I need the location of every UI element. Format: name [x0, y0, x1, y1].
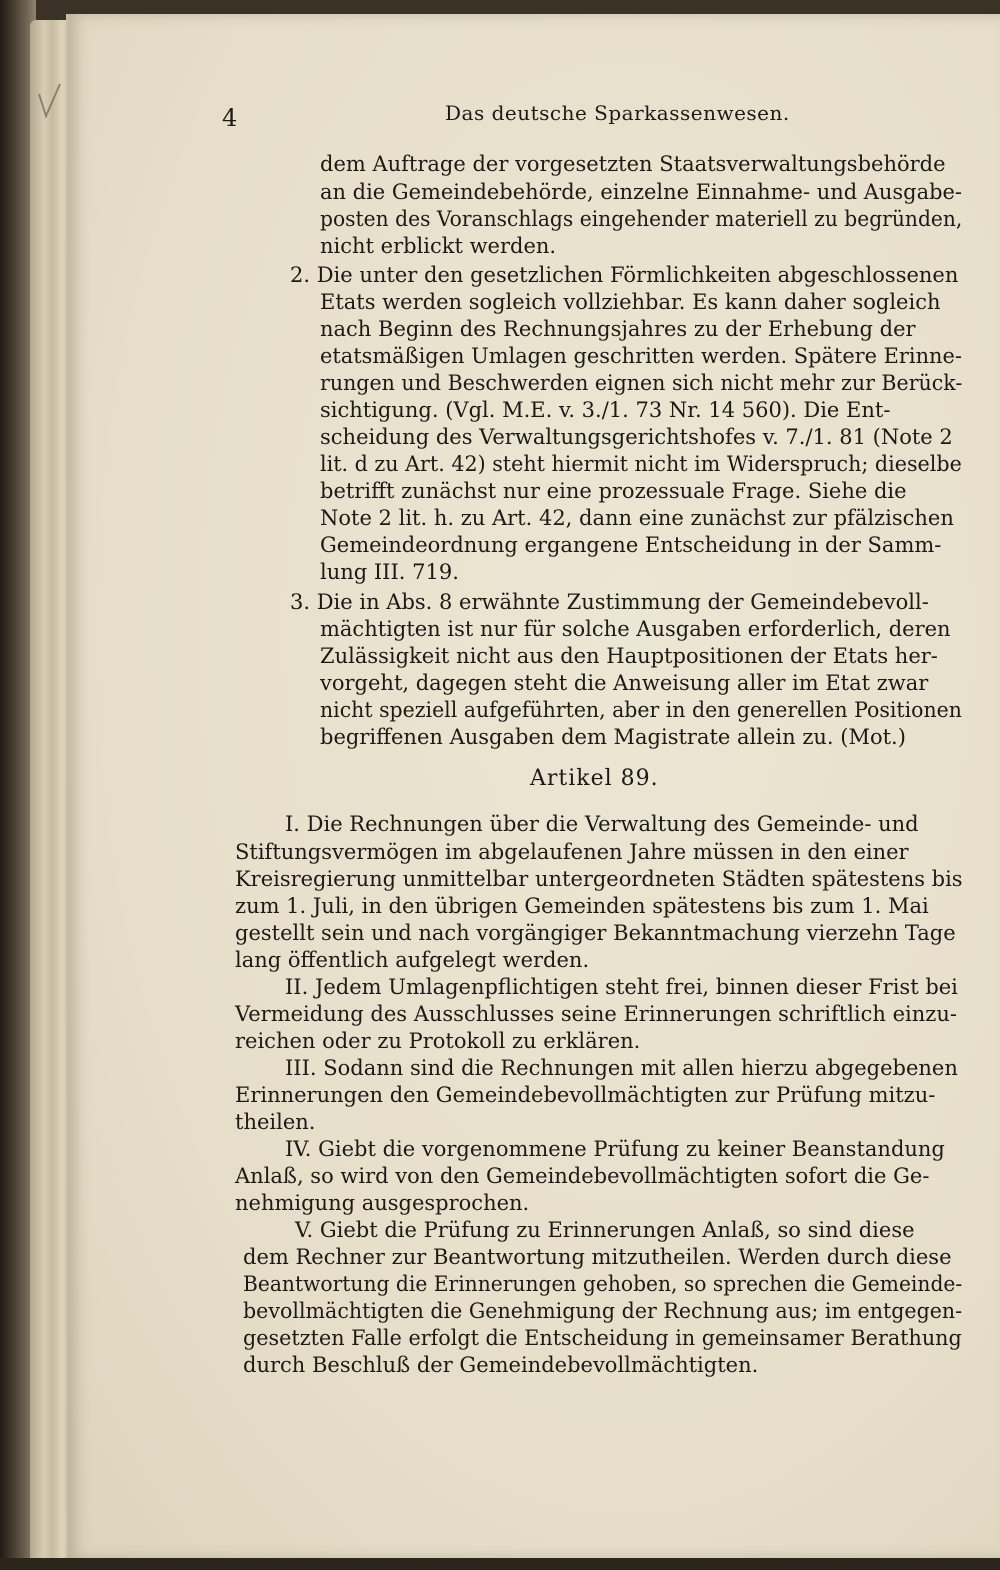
text-line: III. Sodann sind die Rechnungen mit allen hierzu abgegebenen — [285, 1056, 958, 1080]
text-line: sichtigung. (Vgl. M.E. v. 3./1. 73 Nr. 14 560). Die Ent- — [320, 398, 891, 422]
text-line: an die Gemeindebehörde, einzelne Einnahme- und Ausgabe- — [320, 180, 962, 204]
text-line: 3. Die in Abs. 8 erwähnte Zustimmung der Gemeindebevoll- — [290, 590, 929, 614]
text-line: Kreisregierung unmittelbar untergeordneten Städten spätestens bis — [235, 867, 963, 891]
text-line: Gemeindeordnung ergangene Entscheidung in der Samm- — [320, 533, 942, 557]
text-line: Vermeidung des Ausschlusses seine Erinnerungen schriftlich einzu- — [235, 1002, 957, 1026]
page-edges — [30, 20, 70, 1565]
text-line: nicht speziell aufgeführten, aber in den generellen Positionen — [320, 698, 962, 722]
text-line: 2. Die unter den gesetzlichen Förmlichkeiten abgeschlossenen — [290, 263, 959, 287]
text-line: dem Auftrage der vorgesetzten Staatsverwaltungsbehörde — [320, 152, 946, 176]
text-line: Note 2 lit. h. zu Art. 42, dann eine zunächst zur pfälzischen — [320, 506, 954, 530]
text-line: Etats werden sogleich vollziehbar. Es kann daher sogleich — [320, 290, 941, 314]
text-line: nehmigung ausgesprochen. — [235, 1191, 530, 1215]
text-line: begriffenen Ausgaben dem Magistrate allein zu. (Mot.) — [320, 725, 906, 749]
page-number: 4 — [222, 104, 238, 132]
text-line: nicht erblickt werden. — [320, 234, 557, 258]
text-line: lung III. 719. — [320, 560, 459, 584]
text-line: vorgeht, dagegen steht die Anweisung aller im Etat zwar — [320, 671, 929, 695]
text-line: theilen. — [235, 1110, 316, 1134]
text-line: dem Rechner zur Beantwortung mitzutheilen. Werden durch diese — [243, 1245, 952, 1269]
text-line: posten des Voranschlags eingehender materiell zu begründen, — [320, 207, 963, 231]
text-line: durch Beschluß der Gemeindebevollmächtigten. — [243, 1353, 759, 1377]
text-line: reichen oder zu Protokoll zu erklären. — [235, 1029, 641, 1053]
text-line: gestellt sein und nach vorgängiger Bekanntmachung vierzehn Tage — [235, 921, 956, 945]
article-heading: Artikel 89. — [530, 766, 659, 791]
text-line: scheidung des Verwaltungsgerichtshofes v. 7./1. 81 (Note 2 — [320, 425, 953, 449]
text-line: rungen und Beschwerden eignen sich nicht mehr zur Berück- — [320, 371, 963, 395]
text-line: lang öffentlich aufgelegt werden. — [235, 948, 590, 972]
text-line: I. Die Rechnungen über die Verwaltung des Gemeinde- und — [285, 812, 919, 836]
text-line: mächtigten ist nur für solche Ausgaben erforderlich, deren — [320, 617, 951, 641]
text-line: Erinnerungen den Gemeindebevollmächtigten zur Prüfung mitzu- — [235, 1083, 936, 1107]
text-line: gesetzten Falle erfolgt die Entscheidung in gemeinsamer Berathung — [243, 1326, 962, 1350]
text-line: Beantwortung die Erinnerungen gehoben, so sprechen die Gemeinde- — [243, 1272, 963, 1296]
scan-bottom-edge — [0, 1558, 1000, 1570]
text-line: Zulässigkeit nicht aus den Hauptpositionen der Etats her- — [320, 644, 938, 668]
running-title: Das deutsche Sparkassenwesen. — [445, 101, 790, 125]
text-line: V. Giebt die Prüfung zu Erinnerungen Anlaß, so sind diese — [295, 1218, 915, 1242]
text-line: nach Beginn des Rechnungsjahres zu der Erhebung der — [320, 317, 916, 341]
text-line: Anlaß, so wird von den Gemeindebevollmächtigten sofort die Ge- — [235, 1164, 930, 1188]
text-line: etatsmäßigen Umlagen geschritten werden. Spätere Erinne- — [320, 344, 962, 368]
text-line: betrifft zunächst nur eine prozessuale Frage. Siehe die — [320, 479, 907, 503]
text-line: bevollmächtigten die Genehmigung der Rechnung aus; im entgegen- — [243, 1299, 963, 1323]
pencil-check-mark — [36, 80, 64, 126]
text-line: II. Jedem Umlagenpflichtigen steht frei, binnen dieser Frist bei — [285, 975, 958, 999]
text-line: lit. d zu Art. 42) steht hiermit nicht im Widerspruch; dieselbe — [320, 452, 962, 476]
text-line: Stiftungsvermögen im abgelaufenen Jahre müssen in den einer — [235, 840, 909, 864]
text-line: zum 1. Juli, in den übrigen Gemeinden spätestens bis zum 1. Mai — [235, 894, 929, 918]
text-line: IV. Giebt die vorgenommene Prüfung zu keiner Beanstandung — [285, 1137, 945, 1161]
